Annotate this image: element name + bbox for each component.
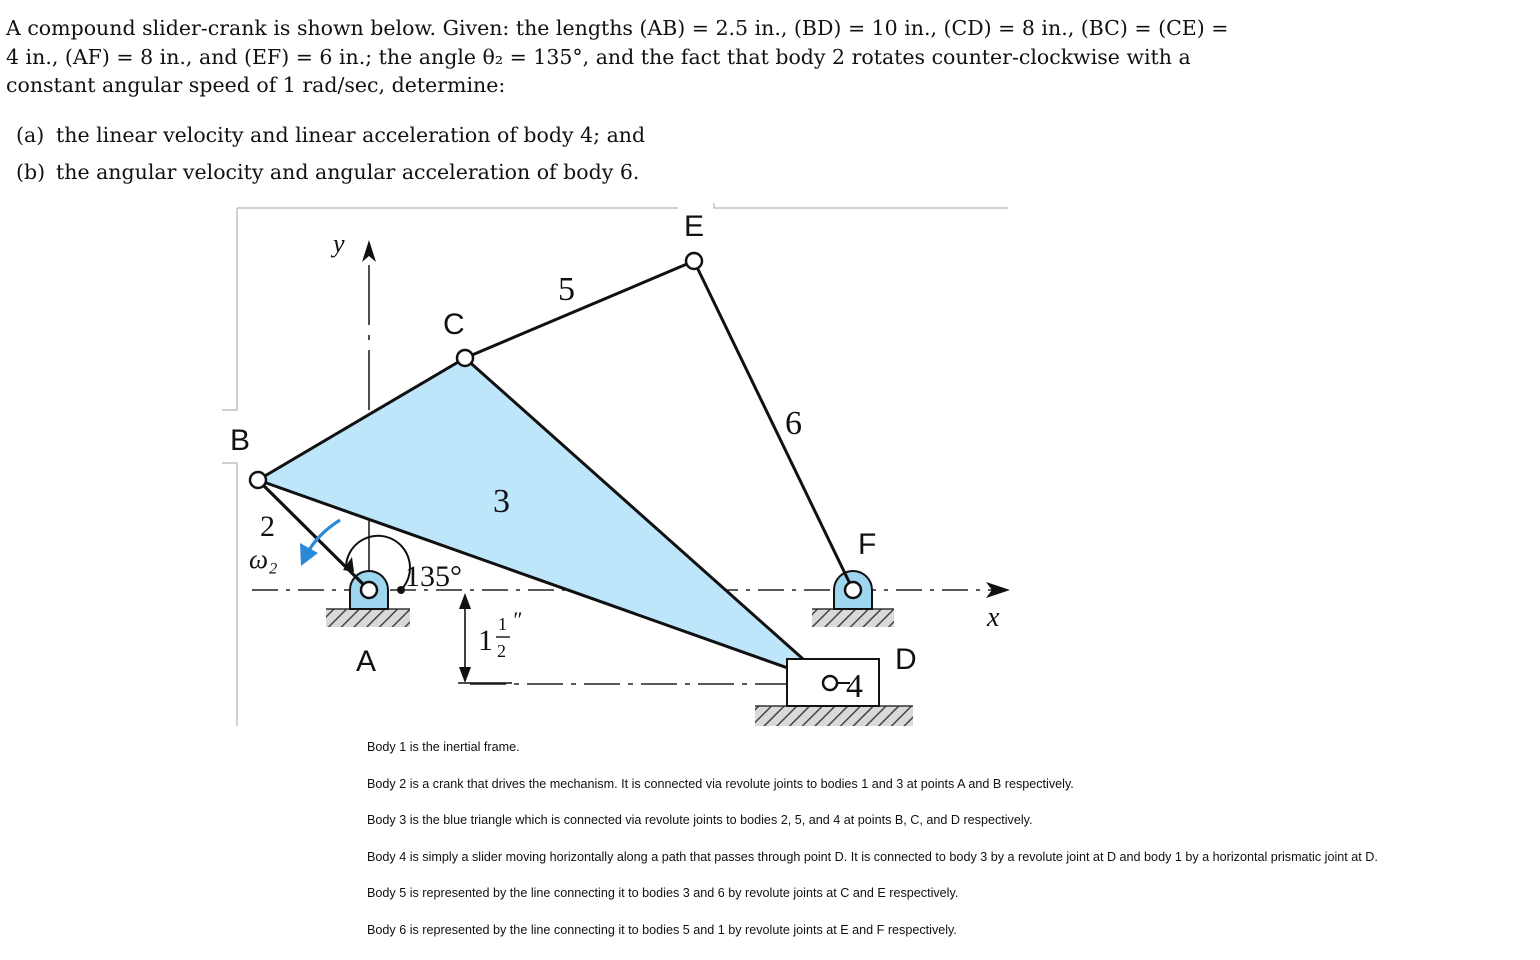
y-axis-arrowhead <box>362 240 376 262</box>
mechanism-diagram <box>220 198 1020 732</box>
label-x-axis: x <box>987 602 1000 633</box>
part-b-text: the angular velocity and angular acceleration of body 6. <box>56 160 640 184</box>
label-body-4: 4 <box>846 668 863 705</box>
note-body-4: Body 4 is simply a slider moving horizontally along a path that passes through point D. It is connected to body 3 by a revolute joint at D and body 1 by a horizontal prismatic joint at D. <box>367 849 1378 864</box>
joint-B <box>250 472 266 488</box>
note-body-5: Body 5 is represented by the line connecting it to bodies 3 and 6 by revolute joints at C and E respectively. <box>367 886 959 901</box>
label-body-5: 5 <box>558 271 575 308</box>
label-angle: 135° <box>405 560 462 593</box>
part-b <box>16 154 645 191</box>
label-offset-numerator: 1 <box>498 614 507 634</box>
part-a-label: (a) <box>16 123 45 147</box>
joint-C <box>457 350 473 366</box>
problem-text: A compound slider-crank is shown below. Given: the lengths (AB) = 2.5 in., (BD) = 10 in., (CD) = 8 in., (BC) = (CE) = 4 in., (AF) = 8 in., and (EF) = 6 in.; the angle θ₂ = 135°, and the fact that body 2 rotates counter-clockwise with a constant angular speed of 1 rad/sec, determine: <box>6 16 1229 97</box>
joint-D <box>823 676 837 690</box>
label-point-C: C <box>443 308 465 341</box>
label-omega-2: ω₂ <box>249 544 278 574</box>
label-body-2: 2 <box>260 510 275 543</box>
problem-statement <box>6 14 1234 100</box>
label-point-E: E <box>684 210 705 243</box>
part-b-label: (b) <box>16 160 46 184</box>
mechanism-figure <box>220 198 1020 732</box>
joint-E <box>686 253 702 269</box>
body-6-link <box>694 261 853 590</box>
body-notes <box>367 738 1378 958</box>
note-body-6: Body 6 is represented by the line connecting it to bodies 5 and 1 by revolute joints at E and F respectively. <box>367 922 957 937</box>
label-point-D: D <box>895 643 917 676</box>
label-offset-unit: ″ <box>512 607 522 632</box>
label-body-6: 6 <box>785 405 802 442</box>
part-a <box>16 117 645 154</box>
part-a-text: the linear velocity and linear acceleration of body 4; and <box>56 123 646 147</box>
label-point-A: A <box>356 645 377 678</box>
ground-D <box>755 706 913 726</box>
note-body-2: Body 2 is a crank that drives the mechanism. It is connected via revolute joints to bodies 1 and 3 at points A and B respectively. <box>367 776 1074 791</box>
problem-parts <box>16 117 645 191</box>
label-offset-denominator: 2 <box>497 641 506 661</box>
label-offset-whole: 1 <box>478 624 493 657</box>
note-body-3: Body 3 is the blue triangle which is connected via revolute joints to bodies 2, 5, and 4 at points B, C, and D respectively. <box>367 813 1033 828</box>
body-5-link <box>465 261 694 358</box>
label-point-B: B <box>230 424 251 457</box>
label-y-axis: y <box>333 229 345 258</box>
label-point-F: F <box>858 528 877 561</box>
body-3-triangle <box>258 358 830 683</box>
note-body-1: Body 1 is the inertial frame. <box>367 740 520 754</box>
angle-arc-start-dot <box>397 586 405 594</box>
label-body-3: 3 <box>493 483 510 520</box>
joint-F <box>845 582 861 598</box>
joint-A <box>361 582 377 598</box>
